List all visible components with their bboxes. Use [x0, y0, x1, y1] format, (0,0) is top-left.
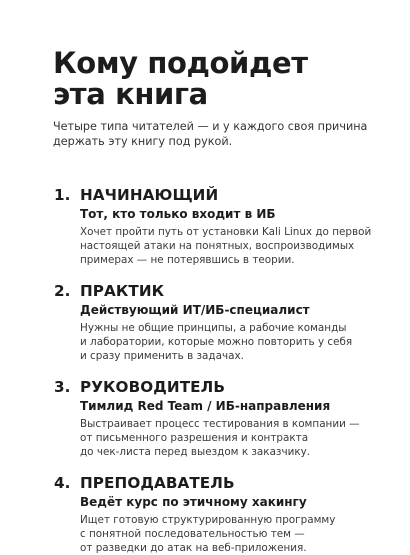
item-description-line: Ищет готовую структурированную программу [80, 514, 336, 526]
page-title-line-2: эта книга [53, 77, 208, 111]
page-subtitle-line-1: Четыре типа читателей — и у каждого своя причина [53, 120, 368, 133]
item-description-line: от письменного разрешения и контракта [80, 432, 309, 444]
item-description [80, 417, 370, 459]
item-description-line: примерах — не потерявшись в теории. [80, 254, 295, 266]
item-content [80, 185, 371, 267]
item-description-line: с понятной последовательностью тем — [80, 528, 305, 540]
item-subtitle: Тот, кто только входит в ИБ [80, 207, 276, 221]
reader-type-list [54, 185, 370, 555]
reader-type-item-practitioner [54, 281, 370, 363]
item-title: ПРАКТИК [80, 282, 165, 300]
page-subtitle-line-2: держать эту книгу под рукой. [53, 135, 233, 148]
item-description-line: Хочет пройти путь от установки Kali Linux до первой [80, 226, 372, 238]
reader-type-item-beginner [54, 185, 370, 267]
item-content [80, 281, 370, 363]
item-number: 3. [54, 378, 71, 396]
item-content [80, 473, 370, 555]
item-subtitle: Тимлид Red Team / ИБ-направления [80, 399, 331, 413]
item-number: 2. [54, 282, 71, 300]
item-subtitle: Ведёт курс по этичному хакингу [80, 495, 307, 509]
reader-type-item-teacher [54, 473, 370, 555]
item-description [80, 321, 370, 363]
page-title-line-1: Кому подойдет [53, 46, 308, 80]
item-number: 4. [54, 474, 71, 492]
item-description-line: от разведки до атак на веб-приложения. [80, 542, 307, 554]
item-description-line: Нужны не общие принципы, а рабочие команды [80, 322, 347, 334]
item-description [80, 513, 370, 555]
item-description-line: до чек-листа перед выездом к заказчику. [80, 446, 311, 458]
item-content [80, 377, 370, 459]
item-description-line: Выстраивает процесс тестирования в компании — [80, 418, 360, 430]
item-description-line: и сразу применить в задачах. [80, 350, 244, 362]
item-description-line: настоящей атаки на понятных, воспроизводимых [80, 240, 355, 252]
item-title: НАЧИНАЮЩИЙ [80, 186, 219, 204]
item-description [80, 225, 371, 267]
page-subtitle [53, 119, 373, 149]
item-subtitle: Действующий ИТ/ИБ-специалист [80, 303, 310, 317]
reader-type-item-manager [54, 377, 370, 459]
item-number: 1. [54, 186, 71, 204]
item-description-line: и лаборатории, которые можно повторить у себя [80, 336, 353, 348]
page-title [53, 48, 370, 110]
item-title: РУКОВОДИТЕЛЬ [80, 378, 226, 396]
item-title: ПРЕПОДАВАТЕЛЬ [80, 474, 235, 492]
